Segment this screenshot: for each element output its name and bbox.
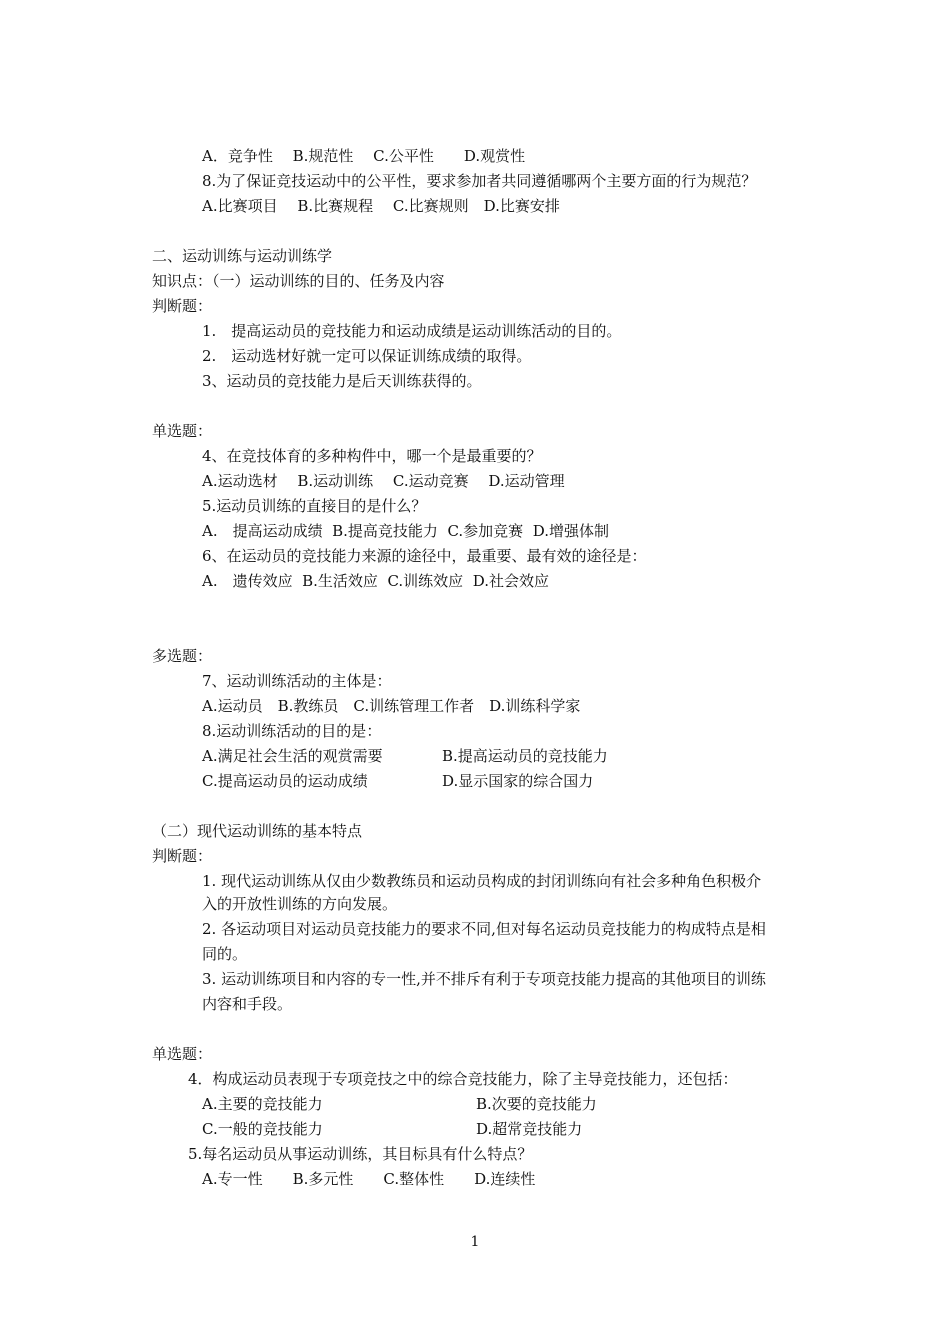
tf-item-1: 1. 提高运动员的竞技能力和运动成绩是运动训练活动的目的。 xyxy=(202,322,622,340)
sc-question-6: 6、在运动员的竞技能力来源的途径中，最重要、最有效的途径是： xyxy=(202,547,647,565)
question-8-text: 8.为了保证竞技运动中的公平性，要求参加者共同遵循哪两个主要方面的行为规范？ xyxy=(202,172,757,190)
page-number: 1 xyxy=(470,1234,480,1250)
multiple-choice-heading: 多选题： xyxy=(152,647,213,665)
mc-option-a: A.满足社会生活的观赏需要 xyxy=(202,747,383,765)
single-choice-heading-2: 单选题： xyxy=(152,1045,213,1063)
tf-item-2: 2. 运动选材好就一定可以保证训练成绩的取得。 xyxy=(202,347,532,365)
mc-option-b: B.提高运动员的竞技能力 xyxy=(442,747,608,765)
sc-question-4: 4、在竞技体育的多种构件中，哪一个是最重要的？ xyxy=(202,447,542,465)
sc2-option-c: C.一般的竞技能力 xyxy=(202,1120,323,1138)
mc-option-d: D.显示国家的综合国力 xyxy=(442,772,594,790)
sc2-option-a: A.主要的竞技能力 xyxy=(202,1095,323,1113)
true-false-heading-2: 判断题： xyxy=(152,847,213,865)
tf-item-3: 3、运动员的竞技能力是后天训练获得的。 xyxy=(202,372,482,390)
sc2-option-d: D.超常竞技能力 xyxy=(476,1120,583,1138)
knowledge-point-heading: 知识点：（一）运动训练的目的、任务及内容 xyxy=(152,272,445,290)
true-false-heading: 判断题： xyxy=(152,297,213,315)
subsection-heading: （二）现代运动训练的基本特点 xyxy=(152,822,363,840)
sc-question-5-options: A. 提高运动成绩 B.提高竞技能力 C.参加竞赛 D.增强体制 xyxy=(202,522,609,540)
tf2-item-2-line1: 2. 各运动项目对运动员竞技能力的要求不同,但对每名运动员竞技能力的构成特点是相 xyxy=(202,920,766,938)
mc-question-7-options: A.运动员 B.教练员 C.训练管理工作者 D.训练科学家 xyxy=(202,697,581,715)
tf2-item-1-line1: 1. 现代运动训练从仅由少数教练员和运动员构成的封闭训练向有社会多种角色积极介 xyxy=(202,872,762,890)
sc2-question-5-options: A.专一性 B.多元性 C.整体性 D.连续性 xyxy=(202,1170,536,1188)
sc-question-6-options: A. 遗传效应 B.生活效应 C.训练效应 D.社会效应 xyxy=(202,572,549,590)
tf2-item-3-line2: 内容和手段。 xyxy=(202,995,293,1013)
tf2-item-3-line1: 3. 运动训练项目和内容的专一性,并不排斥有利于专项竞技能力提高的其他项目的训练 xyxy=(202,970,766,988)
sc-question-4-options: A.运动选材 B.运动训练 C.运动竞赛 D.运动管理 xyxy=(202,472,565,490)
mc-question-8: 8.运动训练活动的目的是： xyxy=(202,722,382,740)
sc2-question-4: 4．构成运动员表现于专项竞技之中的综合竞技能力，除了主导竞技能力，还包括： xyxy=(188,1070,738,1088)
tf2-item-1-line2: 入的开放性训练的方向发展。 xyxy=(202,895,398,913)
question-8-options: A.比赛项目 B.比赛规程 C.比赛规则 D.比赛安排 xyxy=(202,197,560,215)
sc2-option-b: B.次要的竞技能力 xyxy=(476,1095,597,1113)
section-heading: 二、运动训练与运动训练学 xyxy=(152,247,333,265)
mc-question-7: 7、运动训练活动的主体是： xyxy=(202,672,392,690)
mc-option-c: C.提高运动员的运动成绩 xyxy=(202,772,368,790)
single-choice-heading: 单选题： xyxy=(152,422,213,440)
sc2-question-5: 5.每名运动员从事运动训练，其目标具有什么特点？ xyxy=(188,1145,533,1163)
sc-question-5: 5.运动员训练的直接目的是什么？ xyxy=(202,497,427,515)
tf2-item-2-line2: 同的。 xyxy=(202,945,248,963)
question-7-options: A．竞争性 B.规范性 C.公平性 D.观赏性 xyxy=(202,147,526,165)
